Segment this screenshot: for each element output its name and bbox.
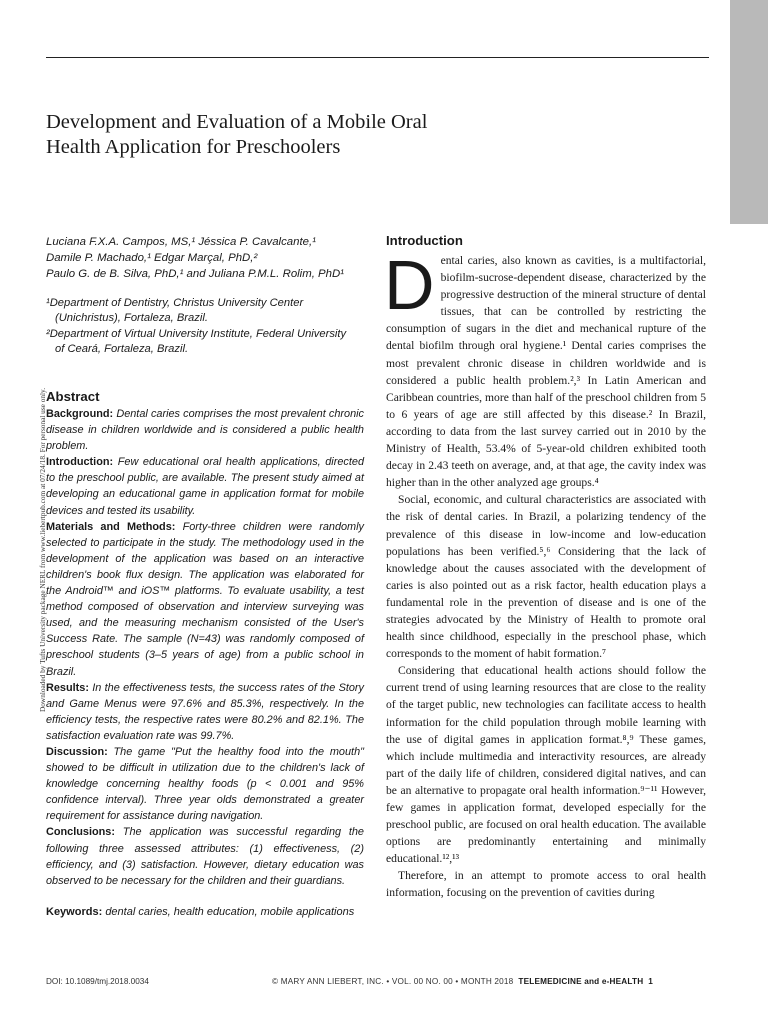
abstract-text: Dental caries comprises the most prevalent chronic disease in children worldwide and is considered a public health problem. xyxy=(46,408,364,453)
author-line: Paulo G. de B. Silva, PhD,¹ and Juliana P.M.L. Rolim, PhD¹ xyxy=(46,268,344,280)
author-line: Luciana F.X.A. Campos, MS,¹ Jéssica P. Cavalcante,¹ xyxy=(46,236,316,248)
abstract-label: Materials and Methods: xyxy=(46,520,176,533)
page-number: 1 xyxy=(648,977,654,986)
affiliation-line: of Ceará, Fortaleza, Brazil. xyxy=(55,343,189,356)
abstract-label: Background: xyxy=(46,408,114,420)
margin-tab xyxy=(730,0,768,224)
intro-paragraph: Social, economic, and cultural characteristics are associated with the risk of dental caries. In Brazil, a polarizing tendency of the prevalence of this disease in low-income and low-education populations has been verified.⁵,⁶ Considering that the lack of knowledge about the causes associated with the development of caries is also pointed out as a risk factor, health education plays a fundamental role in the prevention of disease and is one of the strategies advocated by the Ministry of Health to promote oral health since childhood, especially in the preschool phase, which corresponds to the moment of habit formation.⁷ xyxy=(386,493,706,661)
abstract-section xyxy=(46,519,364,680)
abstract-section xyxy=(46,824,364,888)
affiliation-line: (Unichristus), Fortaleza, Brazil. xyxy=(55,312,208,325)
abstract-heading: Abstract xyxy=(46,389,100,404)
keywords xyxy=(46,906,376,918)
abstract-section xyxy=(46,454,364,518)
drop-cap: D xyxy=(384,246,435,324)
title-line-2: Health Application for Preschoolers xyxy=(46,136,341,158)
abstract-section xyxy=(46,406,364,454)
introduction-body xyxy=(384,246,706,902)
abstract-text: Forty-three children were randomly selected to participate in the study. The methodology used in the development of the application was based on an interactive children's book flux design. The application was elaborated for the Android™ and iOS™ platforms. To evaluate usability, a test method composed of observation and interview surveying was used, and the measuring mechanism consisted of the User's Success Rate. The sample (N=43) was randomly composed of preschool students (3–5 years of age) from a public school in Brazil. xyxy=(46,520,364,678)
keywords-label: Keywords: xyxy=(46,906,103,918)
journal-name: TELEMEDICINE and e-HEALTH xyxy=(518,977,644,986)
affiliation-line: ²Department of Virtual University Institute, Federal University xyxy=(46,327,347,340)
title-line-1: Development and Evaluation of a Mobile Oral xyxy=(46,111,428,133)
keywords-text: dental caries, health education, mobile applications xyxy=(105,906,355,918)
intro-paragraph: Considering that educational health actions should follow the current trend of using learning resources that are close to the reality of the target public, new technologies can facilitate access to health information for the child population through mobile learning with the use of digital games in application format.⁸,⁹ These games, which include multimedia and interactivity resources, are already part of the daily life of children, considered digital natives, and can be an alternative to propagate oral health information.⁹⁻¹¹ However, few games in application format, developed especially for the preschool public, are focused on oral health education. The available options are predominantly entertaining and minimally educational.¹²,¹³ xyxy=(386,664,706,866)
abstract-text: The game "Put the healthy food into the mouth" showed to be difficult in utilization due to the children's lack of knowledge concerning healthy foods (p < 0.001 and 95% confidence interval). Three year olds demonstrated a greater requirement for assistance during navigation. xyxy=(46,745,364,823)
introduction-heading: Introduction xyxy=(386,233,463,248)
header-rule xyxy=(46,57,709,58)
intro-paragraph xyxy=(384,246,706,491)
abstract-label: Discussion: xyxy=(46,745,108,758)
watermark-text: Downloaded by Tufts University package NERL from www.liebertpub.com at 07/24/18. For personal use only. xyxy=(38,387,47,712)
abstract-text: The application was successful regarding the following three assessed attributes: (1) effectiveness, (2) efficiency, and (3) satisfaction. However, dietary education was observed to be necessary for the children and their guardians. xyxy=(46,826,364,887)
publisher-text: © MARY ANN LIEBERT, INC. • VOL. 00 NO. 00 • MONTH 2018 xyxy=(272,977,514,986)
intro-paragraph-text: ental caries, also known as cavities, is a multifactorial, biofilm-sucrose-dependent disease, characterized by the progressive destruction of the mineral structure of dental tissues, that can be controlled by restricting the consumption of sugars in the diet and mechanical rupture of the dental biofilm through oral hygiene.¹ Dental caries comprises the most prevalent chronic disease in children worldwide and is considered a public health problem.²,³ In Latin American and Caribbean countries, more than half of the preschool children from 5 to 6 years of age are still affected by this disease.² In Brazil, according to data from the last survey carried out in 2010 by the Ministry of Health, 53.4% of 5-year-old children exhibited tooth decay in 2.43 teeth on average, and, at that age, the cavity index was higher than in the other analyzed age groups.⁴ xyxy=(386,254,706,490)
publisher-footer xyxy=(272,977,653,986)
abstract-label: Results: xyxy=(46,681,89,694)
abstract-section xyxy=(46,744,364,824)
abstract-label: Introduction: xyxy=(46,456,114,469)
author-line: Damile P. Machado,¹ Edgar Marçal, PhD,² xyxy=(46,252,258,264)
intro-paragraph: Therefore, in an attempt to promote access to oral health information, focusing on the prevention of cavities during xyxy=(386,869,706,900)
author-list xyxy=(46,234,366,282)
abstract-text: In the effectiveness tests, the success rates of the Story and Game Menus were 97.6% and 85.3%, respectively. In the efficiency tests, the respective rates were 80.2% and 82.1%. The satisfaction evaluation rate was 99.7%. xyxy=(46,681,365,742)
abstract-label: Conclusions: xyxy=(46,826,115,839)
affiliation-line: ¹Department of Dentistry, Christus University Center xyxy=(46,297,304,309)
affiliation-list xyxy=(46,296,376,358)
abstract-body xyxy=(46,406,364,889)
abstract-section xyxy=(46,680,364,744)
abstract-text: Few educational oral health applications, directed to the preschool public, are available. The present study aimed at developing an educational game in application format for mobile devices and tested its usability. xyxy=(46,456,364,517)
article-title xyxy=(46,110,466,160)
download-watermark xyxy=(36,322,46,712)
doi-footer: DOI: 10.1089/tmj.2018.0034 xyxy=(46,977,149,986)
